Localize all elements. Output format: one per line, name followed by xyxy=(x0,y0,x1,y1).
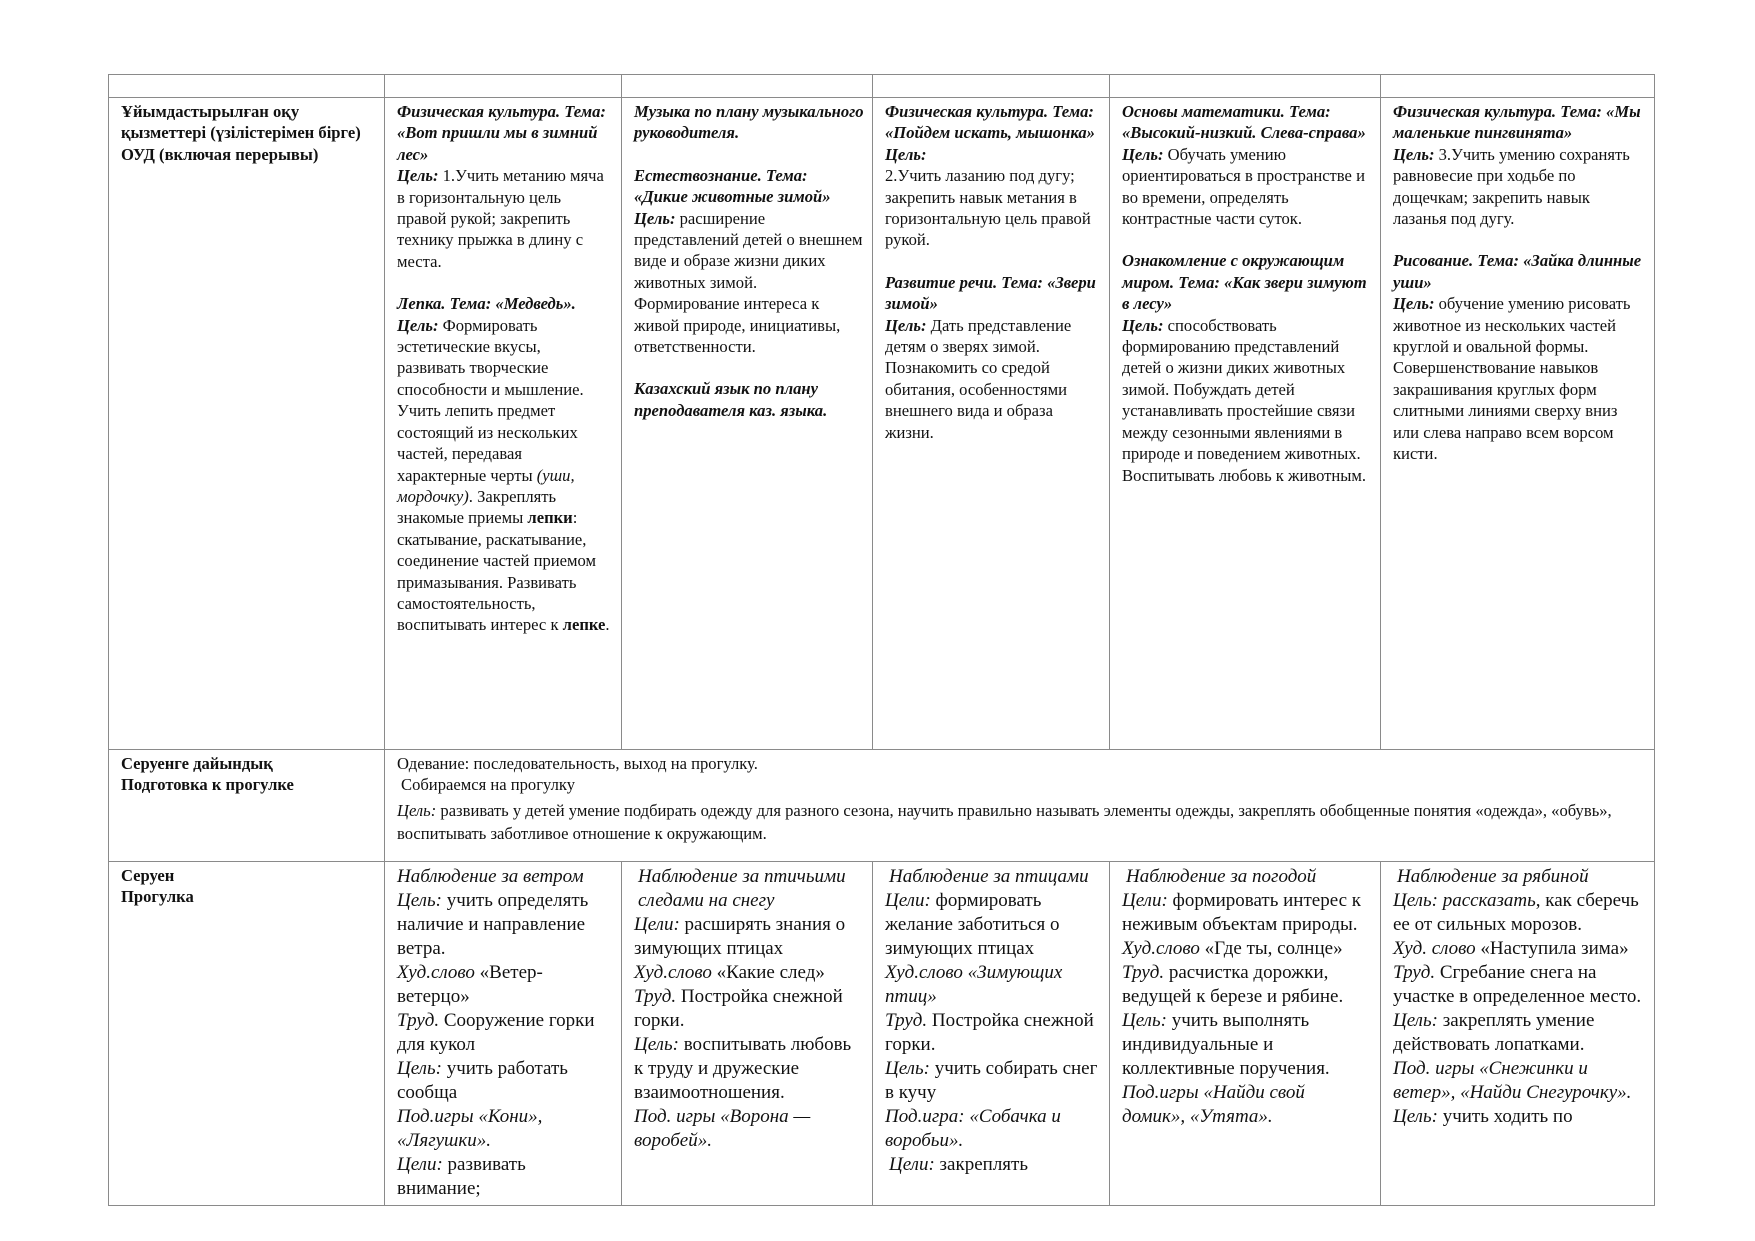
lesson-goal: Цель: Дать представление детям о зверях зимой. Познакомить со средой обитания, особенностями внешнего вида и образа жизни. xyxy=(885,315,1072,442)
lesson-goal: Цель: расширение представлений детей о внешнем виде и образе жизни диких животных зимой. Формирование интереса к живой природе, инициативы, ответственности. xyxy=(634,208,863,357)
lesson-goal: Цель: способствовать формированию представлений детей о жизни диких животных зимой. Побуждать детей устанавливать простейшие связи между сезонными явлениями в природе и поведением животных. Воспитывать любовь к животным. xyxy=(1122,315,1367,485)
walk-friday xyxy=(1381,862,1655,1206)
prep-line: Собираемся на прогулку xyxy=(401,775,576,795)
walk-line: Худ.слово «Где ты, солнце» xyxy=(1122,938,1343,959)
prep-goal: Цель: развивать у детей умение подбирать одежду для разного сезона, научить правильно называть элементы одежды, закреплять обобщенные понятия «одежда», «обувь», воспитывать заботливое отношение к окружающим. xyxy=(397,800,1612,843)
oud-friday xyxy=(1381,98,1655,750)
walk-title: Наблюдение за рябиной xyxy=(1397,866,1589,887)
header-cell xyxy=(385,75,622,98)
walk-line: Худ.слово «Ветер-ветерцо» xyxy=(397,962,543,1007)
walk-line: Цель: учить собирать снег в кучу xyxy=(885,1058,1098,1103)
walk-row xyxy=(109,862,1655,1206)
walk-monday xyxy=(385,862,622,1206)
lesson-goal: Цель: 3.Учить умению сохранять равновесие при ходьбе по дощечкам; закрепить навык лазанья под дугу. xyxy=(1393,144,1630,229)
walk-line: Труд. расчистка дорожки, ведущей к березе и рябине. xyxy=(1122,962,1344,1007)
walk-line: Цель: учить работать сообща xyxy=(397,1058,568,1103)
lesson-title: Рисование. Тема: «Зайка длинные уши» xyxy=(1393,251,1642,292)
oud-thursday xyxy=(1110,98,1381,750)
lesson-title: Развитие речи. Тема: «Звери зимой» xyxy=(885,272,1096,314)
row-label-ru: Прогулка xyxy=(121,887,194,907)
walk-line: Худ.слово «Какие след» xyxy=(634,962,825,983)
lesson-title: Основы математики. Тема: «Высокий-низкий. Слева-справа» xyxy=(1122,102,1366,143)
oud-row xyxy=(109,98,1655,750)
walk-line: Под. игры «Снежинки и ветер», «Найди Снегурочку». xyxy=(1393,1058,1632,1103)
prep-line: Одевание: последовательность, выход на прогулку. xyxy=(397,754,758,773)
header-cell xyxy=(873,75,1110,98)
oud-tuesday xyxy=(622,98,873,750)
lesson-goal: 2.Учить лазанию под дугу; закрепить навык метания в горизонтальную цель правой рукой. xyxy=(885,166,1091,250)
walk-line: Цели: формировать желание заботиться о зимующих птицах xyxy=(885,890,1060,959)
lesson-title: Лепка. Тема: «Медведь». xyxy=(397,294,576,314)
walk-title: Наблюдение за погодой xyxy=(1126,866,1317,887)
walk-line: Цель: учить ходить по xyxy=(1393,1106,1573,1127)
walk-line: Цели: формировать интерес к неживым объектам природы. xyxy=(1122,890,1362,935)
walk-title: Наблюдение за птичьими следами на снегу xyxy=(638,866,846,911)
header-cell xyxy=(1110,75,1381,98)
walk-title: Наблюдение за птицами xyxy=(889,866,1089,887)
walk-line: Цель: учить определять наличие и направление ветра. xyxy=(397,890,589,959)
walk-line: Цель: закреплять умение действовать лопатками. xyxy=(1393,1010,1595,1055)
row-label-ru: Подготовка к прогулке xyxy=(121,775,294,795)
walk-line: Худ.слово «Зимующих птиц» xyxy=(885,962,1063,1007)
walk-line: Худ. слово «Наступила зима» Труд. Сгребание снега на участке в определенное место. xyxy=(1393,938,1642,1007)
lesson-goal: Цель: 1.Учить метанию мяча в горизонтальную цель правой рукой; закрепить технику прыжка в длину с места. xyxy=(397,166,604,271)
walk-line: Цели: закреплять xyxy=(889,1154,1029,1175)
row-label-oud xyxy=(109,98,385,750)
walk-line: Цель: воспитывать любовь к труду и дружеские взаимоотношения. xyxy=(634,1034,852,1103)
walk-line: Под.игры «Найди свой домик», «Утята». xyxy=(1122,1082,1305,1127)
lesson-goal: Цель: Формировать эстетические вкусы, развивать творческие способности и мышление. Учить лепить предмет состоящий из нескольких частей, передавая характерные черты (уши, мордочку). Закреплять знакомые приемы лепки: скатывание, раскатывание, соединение частей приемом примазывания. Развивать самостоятельность, воспитывать интерес к лепке. xyxy=(397,315,610,635)
lesson-title: Естествознание. Тема: «Дикие животные зимой» xyxy=(634,165,831,207)
walk-line: Под.игры «Кони», «Лягушки». xyxy=(397,1106,543,1151)
walk-tuesday xyxy=(622,862,873,1206)
walk-title: Наблюдение за ветром xyxy=(397,866,584,887)
row-label-prep xyxy=(109,750,385,862)
walk-line: Цель: учить выполнять индивидуальные и коллективные поручения. xyxy=(1122,1010,1330,1079)
prep-row xyxy=(109,750,1655,862)
header-cell xyxy=(1381,75,1655,98)
walk-line: Под. игры «Ворона — воробей». xyxy=(634,1106,811,1151)
walk-line: Труд. Сооружение горки для кукол xyxy=(397,1010,595,1055)
lesson-goal: Цель: Обучать умению ориентироваться в пространстве и во времени, определять контрастные части суток. xyxy=(1122,144,1365,229)
row-label-kz: Серуен xyxy=(121,866,175,885)
lesson-title: Физическая культура. Тема: «Мы маленькие пингвинята» xyxy=(1393,102,1641,143)
walk-wednesday xyxy=(873,862,1110,1206)
walk-line: Под.игра: «Собачка и воробьи». xyxy=(885,1106,1061,1151)
header-cell xyxy=(622,75,873,98)
header-cell xyxy=(109,75,385,98)
row-label-walk xyxy=(109,862,385,1206)
lesson-title: Физическая культура. Тема: «Вот пришли мы в зимний лес» xyxy=(397,102,606,164)
oud-monday xyxy=(385,98,622,750)
lesson-title: Казахский язык по плану преподавателя каз. языка. xyxy=(634,379,828,420)
lesson-title: Музыка по плану музыкального руководителя. xyxy=(634,102,864,143)
lesson-goal: Цель: обучение умению рисовать животное из нескольких частей круглой и овальной формы. Совершенствование навыков закрашивания круглых форм слитными линиями сверху вниз или слева направо всем ворсом кисти. xyxy=(1393,294,1631,464)
prep-content xyxy=(385,750,1655,862)
lesson-title: Физическая культура. Тема: «Пойдем искать, мышонка» Цель: xyxy=(885,102,1095,164)
row-label-kz: Ұйымдастырылған оқу қызметтері (үзілістерімен бірге) xyxy=(121,102,361,143)
oud-wednesday xyxy=(873,98,1110,750)
header-row xyxy=(109,75,1655,98)
walk-line: Цели: расширять знания о зимующих птицах xyxy=(634,914,846,959)
weekly-plan-table xyxy=(108,74,1655,1206)
walk-line: Цели: развивать внимание; xyxy=(397,1154,526,1199)
walk-line: Цель: рассказать, как сберечь ее от сильных морозов. xyxy=(1393,890,1639,935)
walk-line: Труд. Постройка снежной горки. xyxy=(634,986,843,1031)
row-label-ru: ОУД (включая перерывы) xyxy=(121,144,319,164)
row-label-kz: Серуенге дайындық xyxy=(121,754,273,773)
walk-thursday xyxy=(1110,862,1381,1206)
lesson-title: Ознакомление с окружающим миром. Тема: «Как звери зимуют в лесу» xyxy=(1122,251,1367,314)
walk-line: Труд. Постройка снежной горки. xyxy=(885,1010,1094,1055)
